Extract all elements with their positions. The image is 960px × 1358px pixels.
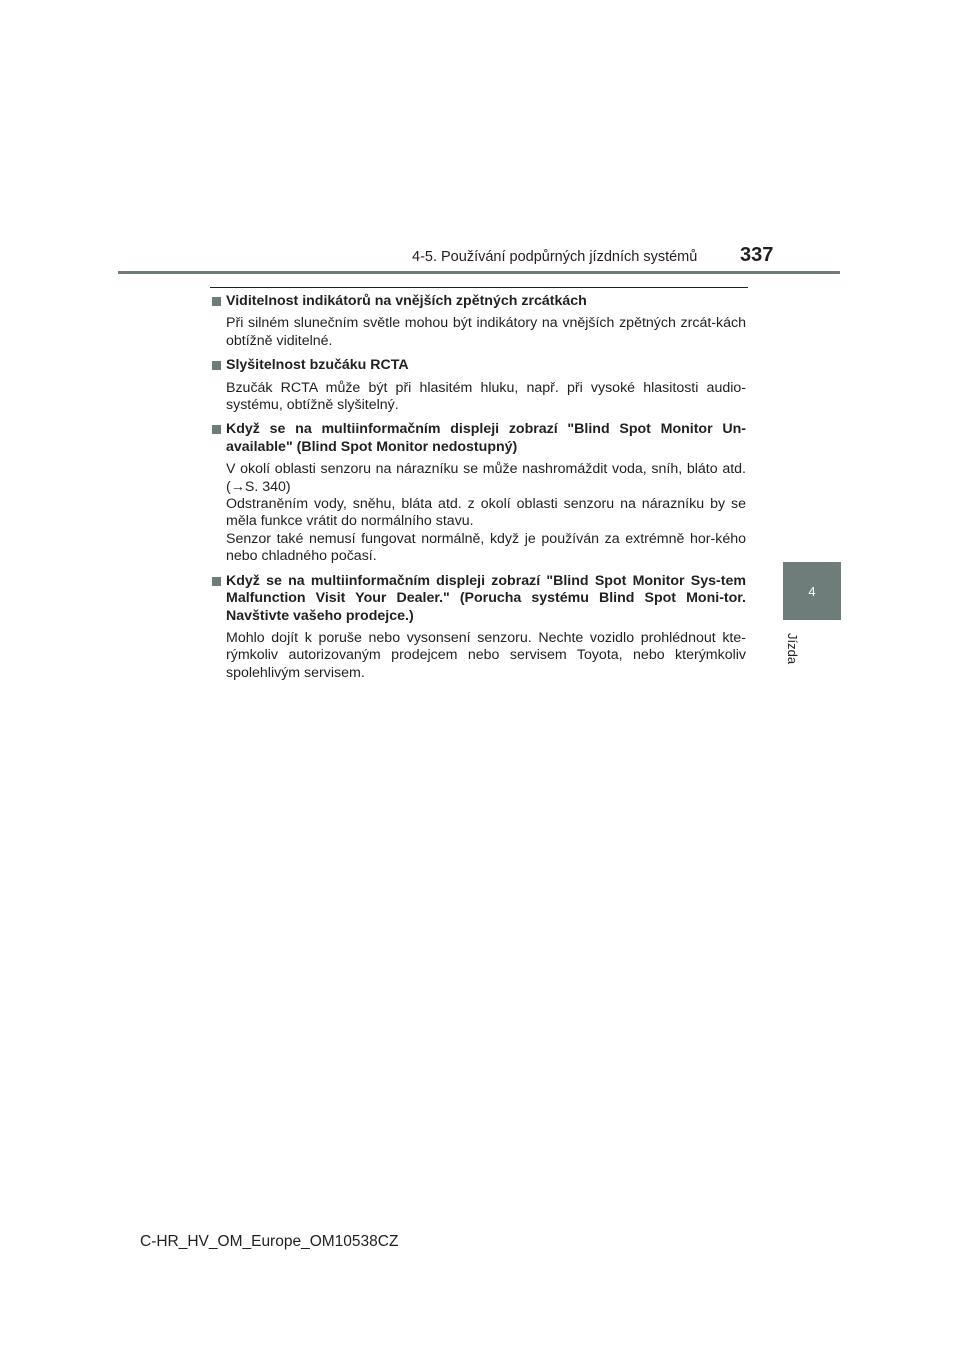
body-paragraph: Při silném slunečním světle mohou být indikátory na vnějších zpětných zrcát-kách obtížně viditelné. — [226, 315, 746, 349]
section-heading — [210, 421, 746, 456]
chapter-label: Jízda — [785, 633, 800, 665]
section-heading — [210, 293, 746, 310]
chapter-tab — [783, 562, 841, 620]
body-paragraph: Mohlo dojít k poruše nebo vysonsení senzoru. Nechte vozidlo prohlédnout kte-rýmkoliv autorizovaným prodejcem nebo servisem Toyota, nebo kterýmkoliv spolehlivým servisem. — [226, 629, 746, 681]
heading-text: Když se na multiinformačním displeji zobrazí "Blind Spot Monitor Sys-tem Malfunction Visit Your Dealer." (Porucha systému Blind Spot Moni-tor. Navštivte vašeho prodejce.) — [226, 572, 746, 624]
section-body — [210, 315, 746, 350]
body-paragraph: Odstraněním vody, sněhu, bláta atd. z okolí oblasti senzoru na nárazníku by se měla funkce vrátit do normálního stavu. — [226, 496, 746, 530]
content-divider — [210, 287, 748, 288]
section-body — [210, 461, 746, 565]
heading-text: Slyšitelnost bzučáku RCTA — [226, 357, 409, 374]
info-section — [210, 421, 746, 565]
page-content — [210, 293, 746, 689]
section-title: 4-5. Používání podpůrných jízdních systémů — [412, 249, 698, 265]
page-number: 337 — [740, 244, 774, 266]
body-paragraph: Bzučák RCTA může být při hlasitém hluku, např. při vysoké hlasitosti audio-systému, obtížně slyšitelný. — [226, 379, 746, 414]
body-paragraph: Senzor také nemusí fungovat normálně, když je používán za extrémně hor-kého nebo chladného počasí. — [226, 530, 746, 565]
heading-text: Viditelnost indikátorů na vnějších zpětných zrcátkách — [226, 293, 587, 309]
body-paragraph: V okolí oblasti senzoru na nárazníku se může nashromáždit voda, sníh, bláto atd. (→S. 340) — [226, 461, 746, 495]
square-bullet-icon — [212, 297, 221, 306]
section-heading — [210, 573, 746, 625]
square-bullet-icon — [212, 577, 221, 586]
chapter-number: 4 — [808, 583, 816, 599]
section-body — [210, 630, 746, 682]
section-body — [210, 380, 746, 415]
square-bullet-icon — [212, 425, 221, 434]
section-heading — [210, 357, 746, 374]
info-section — [210, 573, 746, 682]
document-code: C-HR_HV_OM_Europe_OM10538CZ — [140, 1233, 399, 1250]
header-divider — [118, 271, 840, 274]
square-bullet-icon — [212, 361, 221, 370]
heading-text: Když se na multiinformačním displeji zobrazí "Blind Spot Monitor Un-available" (Blind Spot Monitor nedostupný) — [226, 421, 746, 455]
info-section — [210, 293, 746, 350]
info-section — [210, 357, 746, 414]
